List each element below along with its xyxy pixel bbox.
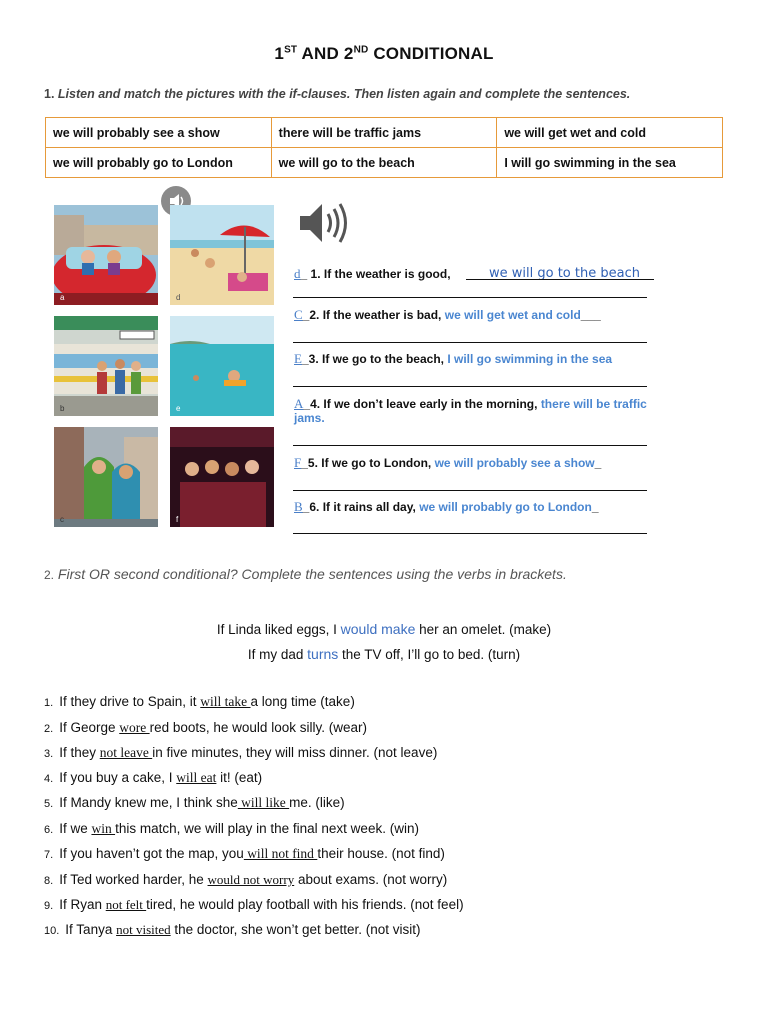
picture-d-beach bbox=[170, 205, 274, 305]
picture-a-traffic bbox=[54, 205, 158, 305]
example-2: If my dad turns the TV off, I’ll go to bed. (turn) bbox=[247, 646, 521, 662]
instruction-1: 1. Listen and match the pictures with the if-clauses. Then listen again and complete the sentences. bbox=[44, 87, 631, 101]
table-cell: there will be traffic jams bbox=[271, 118, 497, 148]
sentence-5: F_5. If we go to London, we will probably see a show_ bbox=[294, 455, 602, 470]
answer-line bbox=[466, 279, 654, 280]
sentence-6: B_6. If it rains all day, we will probably go to London_ bbox=[294, 499, 599, 514]
exercise-item: 6. If we win this match, we will play in the final next week. (win) bbox=[44, 821, 419, 836]
answer-line bbox=[293, 445, 647, 446]
picture-c-rain bbox=[54, 427, 158, 527]
answer-line bbox=[293, 297, 647, 298]
instruction-2: 2. First OR second conditional? Complete the sentences using the verbs in brackets. bbox=[44, 566, 567, 582]
example-1: If Linda liked eggs, I would make her an omelet. (make) bbox=[216, 621, 552, 637]
exercise-item: 9. If Ryan not felt tired, he would play football with his friends. (not feel) bbox=[44, 897, 464, 912]
table-cell: we will probably go to London bbox=[46, 148, 272, 178]
picture-label: d bbox=[176, 293, 181, 302]
table-cell: we will probably see a show bbox=[46, 118, 272, 148]
picture-b-train bbox=[54, 316, 158, 416]
table-cell: I will go swimming in the sea bbox=[497, 148, 723, 178]
picture-f-theatre bbox=[170, 427, 274, 527]
exercise-item: 3. If they not leave in five minutes, they will miss dinner. (not leave) bbox=[44, 745, 438, 760]
picture-label: e bbox=[176, 404, 181, 413]
picture-label: b bbox=[60, 404, 65, 413]
exercise-item: 10. If Tanya not visited the doctor, she won’t get better. (not visit) bbox=[44, 922, 421, 937]
table-row bbox=[46, 118, 723, 148]
answer-line bbox=[293, 386, 647, 387]
speaker-icon[interactable] bbox=[298, 200, 354, 251]
table-cell: we will go to the beach bbox=[271, 148, 497, 178]
sentence-2: C_2. If the weather is bad, we will get wet and cold___ bbox=[294, 307, 601, 322]
answer-1: we will go to the beach bbox=[489, 266, 640, 281]
table-cell: we will get wet and cold bbox=[497, 118, 723, 148]
picture-label: f bbox=[176, 515, 179, 524]
picture-e-sea bbox=[170, 316, 274, 416]
answer-line bbox=[293, 490, 647, 491]
sentence-4: A_4. If we don’t leave early in the morning, there will be traffic bbox=[294, 396, 647, 411]
clause-table bbox=[45, 117, 723, 178]
answer-line bbox=[293, 342, 647, 343]
answer-line bbox=[293, 533, 647, 534]
exercise-item: 8. If Ted worked harder, he would not worry about exams. (not worry) bbox=[44, 872, 448, 887]
exercise-item: 5. If Mandy knew me, I think she will like me. (like) bbox=[44, 795, 345, 810]
sentence-3: E_3. If we go to the beach, I will go swimming in the sea bbox=[294, 351, 613, 366]
table-row bbox=[46, 148, 723, 178]
sentence-1: d_ 1. If the weather is good, bbox=[294, 266, 451, 281]
page-title: 1ST AND 2ND CONDITIONAL bbox=[274, 44, 494, 63]
exercise-item: 4. If you buy a cake, I will eat it! (eat) bbox=[44, 770, 263, 785]
exercise-item: 7. If you haven’t got the map, you will not find their house. (not find) bbox=[44, 846, 445, 861]
sentence-4-continued: jams. bbox=[294, 411, 325, 425]
exercise-item: 1. If they drive to Spain, it will take a long time (take) bbox=[44, 694, 355, 709]
picture-label: a bbox=[60, 293, 65, 302]
picture-label: c bbox=[60, 515, 64, 524]
exercise-item: 2. If George wore red boots, he would look silly. (wear) bbox=[44, 720, 367, 735]
